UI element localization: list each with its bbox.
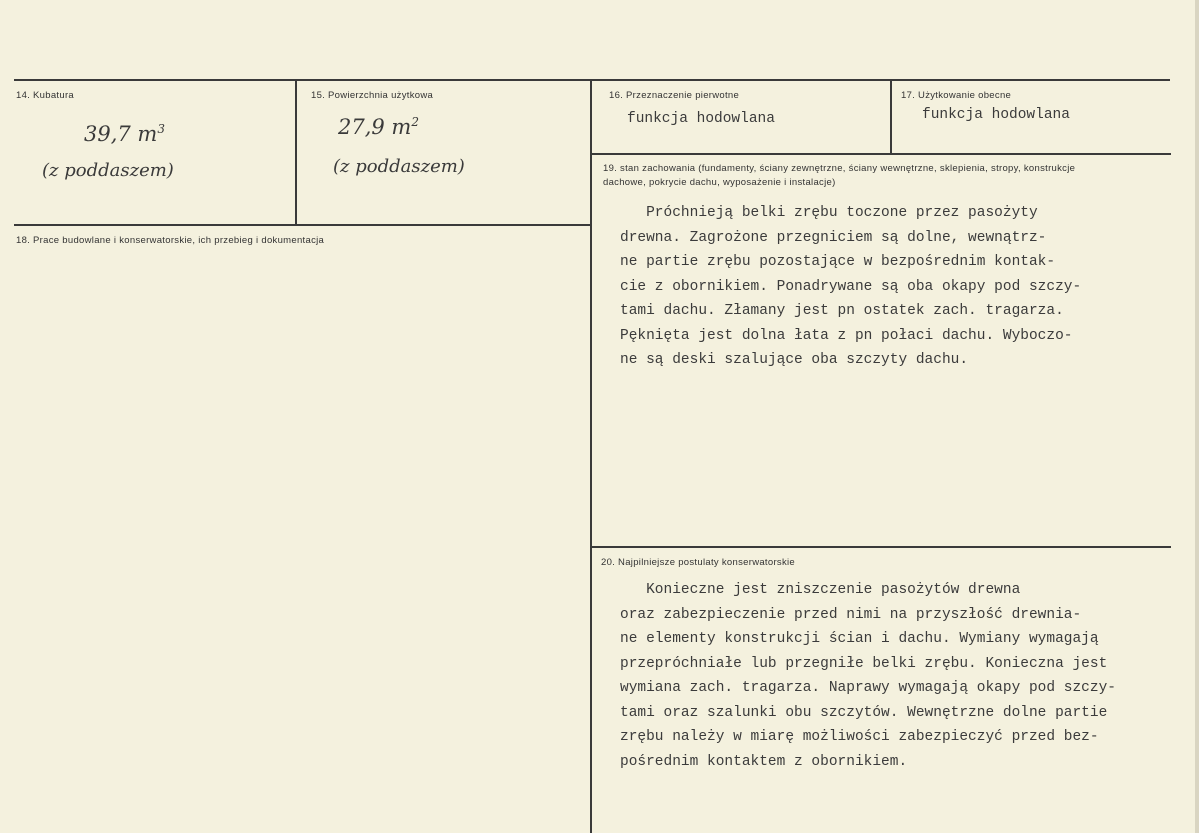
field-14-exponent: 3 [157,122,165,136]
field-14-value-text: 39,7 m [84,122,158,146]
field-19-line: ne są deski szalujące oba szczyty dachu. [620,352,969,368]
field-16-label: 16. Przeznaczenie pierwotne [609,90,740,101]
field-19-line: ne partie zrębu pozostające w bezpośrednim kontak- [620,254,1056,270]
field-17-value: funkcja hodowlana [922,107,1070,123]
rule-under-14-15 [14,224,592,226]
field-18-label: 18. Prace budowlane i konserwatorskie, ich przebieg i dokumentacja [16,235,325,246]
field-17-label: 17. Użytkowanie obecne [901,90,1012,101]
field-20-text [620,578,1116,774]
field-20-line: pośrednim kontaktem z obornikiem. [620,753,908,770]
scan-edge [1195,0,1199,833]
field-15-label: 15. Powierzchnia użytkowa [311,90,434,101]
field-14-note: (z poddaszem) [42,160,174,181]
field-19-text [620,201,1081,373]
field-20-line: ne elementy konstrukcji ścian i dachu. Wymiany wymagają [620,631,1099,647]
field-15-value [338,115,419,139]
divider-16-17 [890,80,892,155]
divider-left-right [590,80,592,833]
field-15-note: (z poddaszem) [333,156,465,177]
field-19-line: cie z obornikiem. Ponadrywane są oba okapy pod szczy- [620,278,1082,295]
field-19-line: tami dachu. Złamany jest pn ostatek zach. tragarza. [620,303,1064,319]
field-19-label: 19. stan zachowania (fundamenty, ściany zewnętrzne, ściany wewnętrzne, sklepienia, stropy, konstrukcje dachowe, pokrycie dachu, wyposażenie i instalacje) [603,163,1076,188]
field-19-line: drewna. Zagrożone przegniciem są dolne, wewnątrz- [620,229,1047,246]
divider-14-15 [295,80,297,226]
field-19-line: Próchnieją belki zrębu toczone przez pasożyty [620,205,1038,221]
field-16-value: funkcja hodowlana [627,111,775,127]
field-20-label: 20. Najpilniejsze postulaty konserwatorskie [601,557,796,568]
field-20-line: Konieczne jest zniszczenie pasożytów drewna [620,582,1021,598]
field-14-value [84,122,165,146]
field-20-line: tami oraz szalunki obu szczytów. Wewnętrzne dolne partie [620,704,1108,721]
field-15-value-text: 27,9 m [338,115,412,139]
rule-under-19 [591,546,1171,548]
field-20-line: przepróchniałe lub przegniłe belki zrębu. Konieczna jest [620,655,1108,672]
field-20-line: wymiana zach. tragarza. Naprawy wymagają okapy pod szczy- [620,680,1116,696]
field-14-label: 14. Kubatura [16,90,75,101]
top-rule [14,79,1170,81]
field-19-line: Pęknięta jest dolna łata z pn połaci dachu. Wyboczo- [620,327,1073,344]
field-20-line: oraz zabezpieczenie przed nimi na przyszłość drewnia- [620,606,1082,623]
field-15-exponent: 2 [411,115,419,129]
field-20-line: zrębu należy w miarę możliwości zabezpieczyć przed bez- [620,729,1099,745]
rule-under-16-17 [591,153,1171,155]
